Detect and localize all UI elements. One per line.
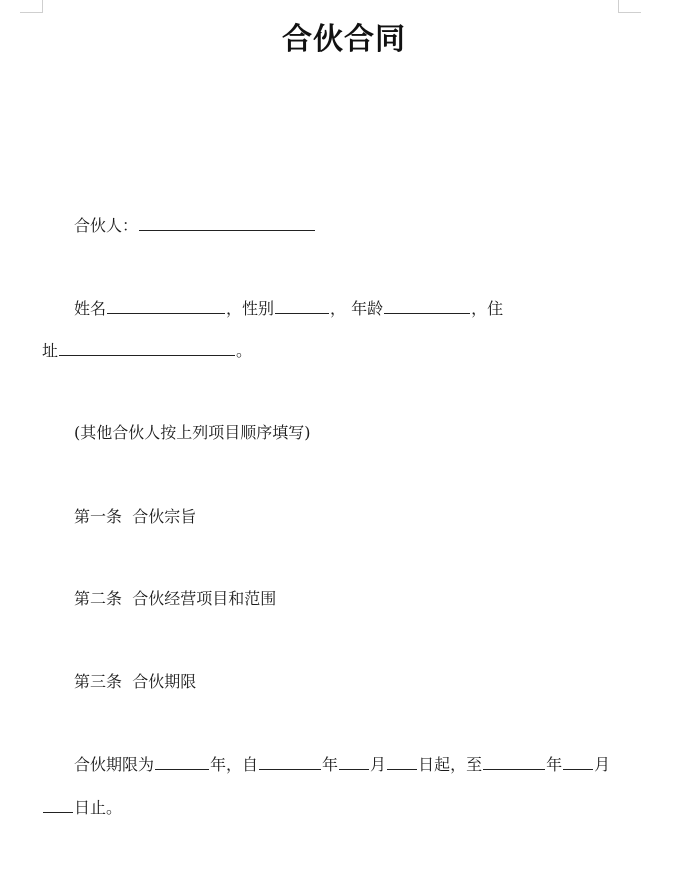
personal-info-line <box>74 299 503 319</box>
start-day-label: 日起，至 <box>418 755 483 774</box>
start-day-blank <box>387 755 417 770</box>
article-1-number: 第一条 <box>74 507 123 526</box>
end-day-blank <box>43 798 73 813</box>
term-years-blank <box>155 755 209 770</box>
term-prefix: 合伙期限为 <box>74 755 155 774</box>
crop-mark-top-left <box>20 0 43 13</box>
article-3-number: 第三条 <box>74 672 123 691</box>
article-1-title: 合伙宗旨 <box>132 507 197 526</box>
gender-label: ，性别 <box>226 299 275 318</box>
term-line-continued <box>42 798 122 818</box>
term-year-from-label: 年，自 <box>210 755 259 774</box>
name-blank <box>107 299 225 314</box>
crop-mark-top-right <box>618 0 641 13</box>
address-label-part2: 址 <box>42 341 59 360</box>
start-month-blank <box>339 755 369 770</box>
partner-label: 合伙人： <box>74 216 139 235</box>
end-day-label: 日止。 <box>74 798 123 817</box>
article-2-title: 合伙经营项目和范围 <box>132 589 277 608</box>
end-month-blank <box>563 755 593 770</box>
age-label: ， 年龄 <box>330 299 384 318</box>
end-month-label: 月 <box>594 755 611 774</box>
term-line <box>74 755 610 775</box>
address-line <box>42 341 252 361</box>
article-3-title: 合伙期限 <box>132 672 197 691</box>
address-blank <box>59 341 235 356</box>
start-month-label: 月 <box>370 755 387 774</box>
article-2 <box>74 589 276 609</box>
name-label: 姓名 <box>74 299 107 318</box>
start-year-label: 年 <box>322 755 339 774</box>
fill-in-note: (其他合伙人按上列项目顺序填写) <box>74 423 311 442</box>
age-blank <box>384 299 470 314</box>
address-label-part1: ，住 <box>471 299 504 318</box>
partner-blank <box>139 216 315 231</box>
article-1 <box>74 507 196 527</box>
article-2-number: 第二条 <box>74 589 123 608</box>
article-3 <box>74 672 196 692</box>
end-year-blank <box>483 755 545 770</box>
document-title: 合伙合同 <box>282 22 406 57</box>
gender-blank <box>275 299 329 314</box>
partner-line <box>74 216 316 236</box>
address-end: 。 <box>236 341 253 360</box>
end-year-label: 年 <box>546 755 563 774</box>
start-year-blank <box>259 755 321 770</box>
